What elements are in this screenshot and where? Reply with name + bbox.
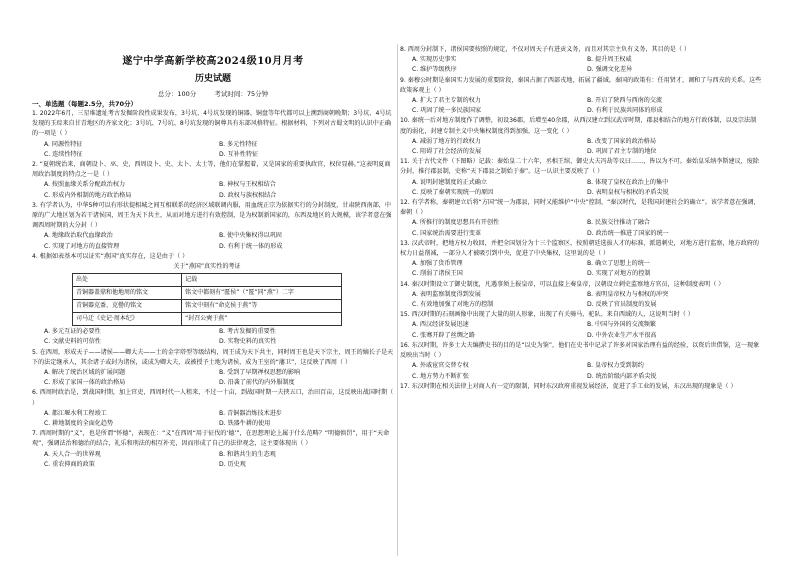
option[interactable]: D. 政权与族权相结合 — [219, 191, 277, 199]
question-14: 14. 秦汉时期设立了御史制度，凡遇事须上报皇帝，可以直接上奏皇帝，汉朝设立刺史监察地方官员，这种制度表明（ ） — [400, 280, 725, 288]
question-4-options — [32, 327, 394, 347]
option[interactable]: A. 解决了统治区域的扩展问题 — [44, 369, 126, 377]
question-8: 8. 西周分封制下，诸侯国要按照的规定，不仅对周天子有进贡义务，而且对其宗主负有义务，其目的是（ ） — [400, 46, 690, 53]
option[interactable]: A. 实现历史事实 — [412, 56, 457, 64]
table-caption: 关于“燕国”真实性的考证 — [173, 263, 241, 271]
option[interactable]: C. 张骞开辟了丝绸之路 — [412, 331, 475, 339]
exam-meta — [32, 89, 394, 98]
option[interactable]: A. 说明封建制度的正式确立 — [412, 178, 487, 186]
table-cell: 铭文中刻有“命克侯于燕”等 — [182, 300, 342, 313]
question-6: 6. 西周时政治是，到战国时期，加上官吏，西周时代一人租来，不过一十亩，到战国时期一夫挟五口，治田百亩，这反映出战国时期（ ） — [32, 389, 394, 407]
option[interactable]: C. 国家统治需要进行变革 — [412, 229, 482, 237]
option[interactable]: C. 反映了秦朝实现统一的原因 — [412, 188, 494, 196]
option[interactable]: A. 加强了货币管理 — [412, 260, 463, 268]
option[interactable]: B. 和谐共生的生态观 — [219, 450, 276, 458]
question-16: 16. 东汉时期，许多士大夫编撰史书的目的是“以史为鉴”，他们在史书中记录了许多对国家治理有益的经验，以资后世借鉴，这一现象反映出当时（ ） — [400, 341, 760, 360]
option[interactable]: C. 文献史料的可信性 — [44, 338, 101, 346]
table-cell: “封召公奭于燕” — [182, 313, 342, 326]
option[interactable]: D. 强调文化差异 — [587, 66, 633, 74]
option[interactable]: B. 多元性特征 — [219, 140, 258, 148]
table-row — [73, 287, 342, 300]
option[interactable]: B. 神权与王权相结合 — [219, 181, 276, 189]
option[interactable]: C. 形成内外相制的地方政治格局 — [44, 191, 132, 199]
exam-subtitle: 历史试题 — [194, 74, 231, 84]
column-divider — [397, 44, 398, 556]
question-9: 9. 秦穆公时期是秦国实力发展的重要阶段，秦国占据了西部戎地，拓展了疆域。秦国的政策有：任用贤才，调和了与西戎的关系。这些政策客观上（ ） — [400, 76, 762, 94]
option[interactable]: B. 考古发掘的重要性 — [219, 328, 276, 336]
table-header-cell: 记载 — [182, 274, 342, 287]
table-cell: 青铜器盖鼎和他地周的铭文 — [73, 287, 182, 300]
option[interactable]: D. 有利于统一体的形成 — [219, 242, 283, 250]
table-cell: 铭文中都刻有“匽侯”（“匽”同“燕”）二字 — [182, 287, 342, 300]
question-8-options — [400, 55, 762, 75]
option[interactable]: B. 受到了早期禅权思想的影响 — [219, 369, 301, 377]
question-13: 13. 汉武帝时，把地方权力收回，并把全国划分为十三个监察区，按照朝廷选拔人才的标准，派遣刺史，对地方进行监察，地方政府的权力日益削减，一部分人才被吸引到中央，促进了中央集权，这里说的是（ ） — [400, 239, 759, 258]
option[interactable]: C. 实现了对地方的直接管理 — [44, 242, 120, 250]
table-header-row — [73, 274, 342, 287]
question-12: 12. 有学者称，秦朝建立后将“方国”统一为郡县，同时又能维护“中央”控制，“秦汉时代，是我国封建社会的确立”。该学者意在强调，秦朝（ ） — [400, 199, 760, 217]
option[interactable]: B. 提升周王权威 — [587, 56, 632, 64]
question-2-options — [32, 180, 394, 200]
question-6-options — [32, 409, 394, 429]
option[interactable]: C. 地方势力不断扩张 — [412, 372, 469, 380]
exam-time: 考试时间：75分钟 — [214, 90, 269, 98]
option[interactable]: A. 外戚宦官交替专权 — [412, 362, 469, 370]
question-16-options — [400, 361, 762, 381]
option[interactable]: D. 实现了对地方的控制 — [587, 270, 651, 278]
option[interactable]: B. 民族交往推动了融合 — [587, 219, 650, 227]
question-11-options — [400, 178, 762, 198]
option[interactable]: D. 沿袭了前代的内外服制度 — [219, 379, 295, 387]
option[interactable]: C. 阻碍了社会经济的发展 — [412, 148, 482, 156]
option[interactable]: B. 中国与外国的交流频繁 — [587, 321, 656, 329]
option[interactable]: D. 铁器牛耕的使用 — [219, 420, 271, 428]
question-11: 11. 关于古代文件（下图略）记载：秦始皇二十六年，丞相王绾、御史大夫冯劫等议曰……，皆以为不可。秦始皇采纳李斯建议，废除分封，推行郡县制，史称“天下郡县之制始于秦”。这一认识主要反映了（ ） — [400, 158, 759, 176]
option[interactable]: A. 所推行的制度思想具有开创性 — [412, 219, 500, 227]
option[interactable]: C. 维护等级秩序 — [412, 66, 457, 74]
question-3-options — [32, 231, 394, 251]
option[interactable]: C. 连续性特征 — [44, 150, 83, 158]
option[interactable]: C. 耕地制度的全面化趋势 — [44, 420, 114, 428]
option[interactable]: A. 扩大了君主专制的权力 — [412, 97, 481, 105]
option[interactable]: D. 有利于民族共同体的形成 — [587, 107, 663, 115]
question-4: 4. 根据如表基本可以证实“燕国”真实存在，这是由于（ ） — [32, 252, 189, 260]
question-2: 2. “夏朝统治来，商朝设卜、巫、史，西周设卜、史、太卜、太士等，他们在掌握着，又是国家的重要执政官，权位显赫。”这表明夏商周政治制度的特点之一是（ ） — [32, 161, 391, 179]
question-1: 1. 2022年6月，三星堆遗址考古发掘阶段性成果发布，3号坑、4号坑发现的铜器、铜盘等年代都可以上溯到商朝晚期；3号坑、4号坑发现的玉琮来自甘青地区的齐家文化；3号坑、7号坑、8号坑发现的铜尊具有东部风格特征。根据材料，下列对古蜀文明的认识中正确的一项是（ ） — [32, 110, 392, 138]
question-12-options — [400, 218, 762, 238]
table-cell: 青铜器克盉、克罍的铭文 — [73, 300, 182, 313]
option[interactable]: C. 巩固了统一多民族国家 — [412, 107, 482, 115]
question-3: 3. 有学者认为，中华5种可以有形状提相城之间互相联系的经济区域联调内服，用血统正宗为依据实行的分封制度，甘肃陕西南部，中原的广大地区划为若干诸侯国，周王为天下共主，从而对地方进行有效控制，是为权制新国家的，东西及地区的大规模，该学者意在强调西周时期的大分封（ ） — [32, 201, 392, 230]
section-heading: 一、单选题（每题2.5分，共70分） — [32, 100, 138, 108]
question-10: 10. 秦统一后对地方制度作了调整，初设36郡，后增至40余郡，从西汉建立到汉武帝时期，郡县相结合的地方行政体制，以及宗法制度的弱化，封建专制主义中央集权制度得到加强，这一变化（ ） — [400, 117, 757, 135]
option[interactable]: B. 使中央集权得以巩固 — [219, 232, 282, 240]
option[interactable]: A. 按照血缘关系分配政治权力 — [44, 181, 126, 189]
option[interactable]: A. 多元互证的必要性 — [44, 328, 101, 336]
option[interactable]: D. 历史观 — [219, 460, 246, 468]
table-cell: 司马迁《史记·周本纪》 — [73, 313, 182, 326]
option[interactable]: B. 表明皇帝权力与相权的冲突 — [587, 290, 669, 298]
option[interactable]: A. 都江堰水利工程竣工 — [44, 409, 107, 417]
option[interactable]: A. 同源性特征 — [44, 140, 83, 148]
option[interactable]: A. 减弱了地方的行政权力 — [412, 137, 481, 145]
option[interactable]: A. 西汉经济发展迅速 — [412, 321, 469, 329]
option[interactable]: D. 互补性特征 — [219, 150, 259, 158]
question-15: 15. 西汉时期的石刻画像中出现了大量的胡人形象，出现了有关骑马、驼队、来自西域的人，这说明当时（ ） — [400, 311, 694, 319]
option[interactable]: D. 巩固了君主专制的地位 — [587, 148, 657, 156]
option[interactable]: D. 反映了官员制度的发展 — [587, 301, 657, 309]
question-15-options — [400, 320, 762, 340]
exam-title: 遂宁中学高新学校高2024级10月月考 — [122, 56, 304, 67]
option[interactable]: A. 表明监察制度得到发展 — [412, 290, 481, 298]
option[interactable]: B. 确立了思想上的统一 — [587, 260, 650, 268]
question-17: 17. 东汉时期在相关法律上对商人有一定的限制，同时东汉政府重视发展经济，促进了手工业的发展，东汉出现的现象是（ ） — [400, 382, 737, 390]
question-1-options — [32, 140, 394, 160]
question-7-options — [32, 450, 394, 470]
question-7: 7. 西周时期的“义”，也是所谓“怀德”，表现在：“义”在西周“用于征伐的‘德’”，在思想理论上属于什么范畴？“明德慎罚”，用于“天命观”，强调法治和德治的结合，礼乐和刑法的相互补充，因而形成了自己的法律观念，这主要体现出（ ） — [32, 430, 390, 448]
question-14-options — [400, 290, 762, 310]
option[interactable]: A. 天人合一的世界观 — [44, 450, 101, 458]
option[interactable]: B. 皇帝权力受到制约 — [587, 362, 644, 370]
option[interactable]: B. 改变了国家的政治格局 — [587, 137, 656, 145]
table-row — [73, 300, 342, 313]
option[interactable]: C. 形成了家国一体的政治格局 — [44, 379, 126, 387]
right-column — [400, 45, 762, 392]
option[interactable]: B. 体现了皇权在政治上的集中 — [587, 178, 669, 186]
option[interactable]: D. 政治统一推进了国家的统一 — [587, 229, 669, 237]
option[interactable]: D. 中外农业生产水平很高 — [587, 331, 657, 339]
question-10-options — [400, 137, 762, 157]
table-row — [73, 313, 342, 326]
total-score: 总分：100分 — [157, 90, 197, 98]
option[interactable]: D. 实物史料的真实性 — [219, 338, 277, 346]
option[interactable]: C. 重农抑商的政策 — [44, 460, 95, 468]
question-5-options — [32, 368, 394, 388]
option[interactable]: B. 青铜器冶炼技术进步 — [219, 409, 282, 417]
source-table — [72, 273, 342, 326]
question-9-options — [400, 96, 762, 116]
question-13-options — [400, 259, 762, 279]
left-column — [32, 109, 394, 470]
option[interactable]: D. 表明皇权与相权的矛盾尖锐 — [587, 188, 669, 196]
option[interactable]: C. 有效地加强了对地方的控制 — [412, 301, 494, 309]
option[interactable]: A. 地缘政治取代血缘政治 — [44, 232, 113, 240]
question-5: 5. 在西周，形成天子——诸侯——卿大夫——士的金字塔型等级结构，周王成为天下共主，同时周王也是天下宗主，周王的嫡长子是天下的法定继承人，其余诸子或封为诸侯，或成为卿大夫，或被授予土地为诸侯，成为王室的“藩卫”，这反映了西周（ ） — [32, 348, 394, 366]
option[interactable]: B. 开启了陕西与西南的交流 — [587, 97, 663, 105]
table-header-cell: 出处 — [73, 274, 182, 287]
option[interactable]: D. 统治阶级内部矛盾尖锐 — [587, 372, 657, 380]
option[interactable]: C. 削弱了诸侯王国 — [412, 270, 463, 278]
